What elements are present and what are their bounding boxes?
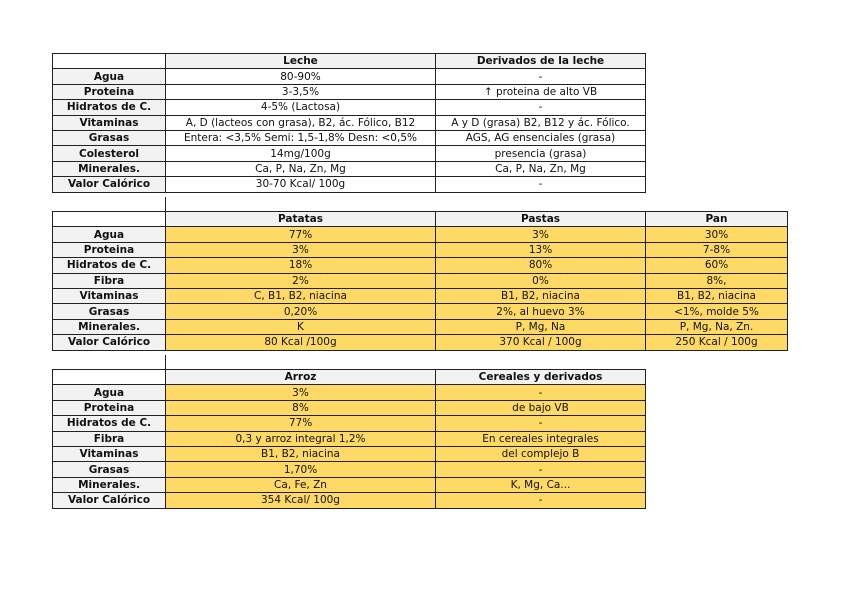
table-cell[interactable]: - (436, 100, 646, 115)
table-cell[interactable]: 3-3,5% (166, 84, 436, 99)
row-label[interactable]: Hidratos de C. (53, 258, 166, 273)
table-cell[interactable]: 77% (166, 227, 436, 242)
table-cell[interactable]: A, D (lacteos con grasa), B2, ác. Fólico, B12 (166, 115, 436, 130)
table-cell[interactable]: 80 Kcal /100g (166, 335, 436, 350)
table-row (53, 115, 646, 130)
table-cell[interactable]: - (436, 493, 646, 508)
header-row (53, 54, 646, 69)
column-header-patatas[interactable]: Patatas (166, 212, 436, 227)
table-cell[interactable]: 2% (166, 273, 436, 288)
row-label[interactable]: Proteina (53, 400, 166, 415)
table-row (53, 227, 788, 242)
table-cell[interactable]: 30-70 Kcal/ 100g (166, 177, 436, 192)
table-row (53, 288, 788, 303)
table-row (53, 100, 646, 115)
table-tubers-pasta-bread (52, 211, 788, 351)
header-row (53, 212, 788, 227)
table-cell[interactable]: Entera: <3,5% Semi: 1,5-1,8% Desn: <0,5% (166, 130, 436, 145)
table-cell[interactable]: - (436, 462, 646, 477)
table-cell[interactable]: - (436, 416, 646, 431)
table-cell[interactable]: 3% (166, 385, 436, 400)
table-cell[interactable]: C, B1, B2, niacina (166, 288, 436, 303)
corner-cell[interactable] (53, 212, 166, 227)
table-cell[interactable]: del complejo B (436, 446, 646, 461)
table-row (53, 258, 788, 273)
row-label[interactable]: Proteina (53, 84, 166, 99)
table-row (53, 130, 646, 145)
table-cereals (52, 369, 646, 509)
row-label[interactable]: Vitaminas (53, 446, 166, 461)
table-cell[interactable]: AGS, AG ensenciales (grasa) (436, 130, 646, 145)
table-cell[interactable]: 8% (166, 400, 436, 415)
row-label[interactable]: Valor Calórico (53, 493, 166, 508)
table-cell[interactable]: 60% (646, 258, 788, 273)
table-dairy (52, 53, 646, 193)
column-header-arroz[interactable]: Arroz (166, 370, 436, 385)
table-cell[interactable]: 4-5% (Lactosa) (166, 100, 436, 115)
row-label[interactable]: Fibra (53, 431, 166, 446)
table-cell[interactable]: K, Mg, Ca... (436, 477, 646, 492)
row-label[interactable]: Grasas (53, 304, 166, 319)
table-cell[interactable]: 2%, al huevo 3% (436, 304, 646, 319)
table-cell[interactable]: 8%, (646, 273, 788, 288)
table-cell[interactable]: 0,20% (166, 304, 436, 319)
table-row (53, 431, 646, 446)
row-label[interactable]: Vitaminas (53, 288, 166, 303)
table-cell[interactable]: 370 Kcal / 100g (436, 335, 646, 350)
table-cell[interactable]: 250 Kcal / 100g (646, 335, 788, 350)
table-row (53, 177, 646, 192)
row-label[interactable]: Minerales. (53, 319, 166, 334)
table-row (53, 416, 646, 431)
table-row (53, 493, 646, 508)
column-header-cereales[interactable]: Cereales y derivados (436, 370, 646, 385)
table-cell[interactable]: 1,70% (166, 462, 436, 477)
table-cell[interactable]: B1, B2, niacina (166, 446, 436, 461)
row-label[interactable]: Minerales. (53, 161, 166, 176)
table-cell[interactable]: - (436, 69, 646, 84)
table-row (53, 161, 646, 176)
table-cell[interactable]: <1%, molde 5% (646, 304, 788, 319)
corner-cell[interactable] (53, 370, 166, 385)
table-cell[interactable]: ↑ proteina de alto VB (436, 84, 646, 99)
table-cell[interactable]: Ca, Fe, Zn (166, 477, 436, 492)
row-label[interactable]: Colesterol (53, 146, 166, 161)
row-label[interactable]: Proteina (53, 242, 166, 257)
table-row (53, 335, 788, 350)
table-row (53, 84, 646, 99)
table-cell[interactable]: 30% (646, 227, 788, 242)
table-cell[interactable]: B1, B2, niacina (646, 288, 788, 303)
table-cell[interactable]: 77% (166, 416, 436, 431)
table-row (53, 146, 646, 161)
table-cell[interactable]: 3% (166, 242, 436, 257)
row-label[interactable]: Grasas (53, 130, 166, 145)
table-row (53, 385, 646, 400)
table-cell[interactable]: 18% (166, 258, 436, 273)
row-label[interactable]: Hidratos de C. (53, 416, 166, 431)
table-cell[interactable]: 80% (436, 258, 646, 273)
table-cell[interactable]: Ca, P, Na, Zn, Mg (436, 161, 646, 176)
table-cell[interactable]: 7-8% (646, 242, 788, 257)
table-row (53, 304, 788, 319)
row-label[interactable]: Fibra (53, 273, 166, 288)
table-cell[interactable]: P, Mg, Na, Zn. (646, 319, 788, 334)
corner-cell[interactable] (53, 54, 166, 69)
table-cell[interactable]: 3% (436, 227, 646, 242)
table-cell[interactable]: A y D (grasa) B2, B12 y ác. Fólico. (436, 115, 646, 130)
row-label[interactable]: Valor Calórico (53, 335, 166, 350)
table-cell[interactable]: presencia (grasa) (436, 146, 646, 161)
table-row (53, 69, 646, 84)
spacer-divider (165, 197, 166, 211)
table-row (53, 319, 788, 334)
row-label[interactable]: Grasas (53, 462, 166, 477)
column-header-pastas[interactable]: Pastas (436, 212, 646, 227)
table-cell[interactable]: P, Mg, Na (436, 319, 646, 334)
table-cell[interactable]: B1, B2, niacina (436, 288, 646, 303)
spacer-divider (165, 355, 166, 369)
table-cell[interactable]: 0% (436, 273, 646, 288)
header-row (53, 370, 646, 385)
table-row (53, 273, 788, 288)
table-cell[interactable]: - (436, 385, 646, 400)
table-row (53, 446, 646, 461)
column-header-derivados[interactable]: Derivados de la leche (436, 54, 646, 69)
table-cell[interactable]: 354 Kcal/ 100g (166, 493, 436, 508)
table-row (53, 462, 646, 477)
table-cell[interactable]: 14mg/100g (166, 146, 436, 161)
table-row (53, 477, 646, 492)
table-cell[interactable]: En cereales integrales (436, 431, 646, 446)
table-cell[interactable]: K (166, 319, 436, 334)
row-label[interactable]: Minerales. (53, 477, 166, 492)
row-label[interactable]: Vitaminas (53, 115, 166, 130)
row-label[interactable]: Hidratos de C. (53, 100, 166, 115)
row-label[interactable]: Agua (53, 227, 166, 242)
row-label[interactable]: Agua (53, 69, 166, 84)
table-row (53, 400, 646, 415)
column-header-pan[interactable]: Pan (646, 212, 788, 227)
table-cell[interactable]: Ca, P, Na, Zn, Mg (166, 161, 436, 176)
column-header-leche[interactable]: Leche (166, 54, 436, 69)
table-cell[interactable]: de bajo VB (436, 400, 646, 415)
table-cell[interactable]: 13% (436, 242, 646, 257)
table-cell[interactable]: 80-90% (166, 69, 436, 84)
table-cell[interactable]: - (436, 177, 646, 192)
table-row (53, 242, 788, 257)
row-label[interactable]: Agua (53, 385, 166, 400)
table-cell[interactable]: 0,3 y arroz integral 1,2% (166, 431, 436, 446)
row-label[interactable]: Valor Calórico (53, 177, 166, 192)
